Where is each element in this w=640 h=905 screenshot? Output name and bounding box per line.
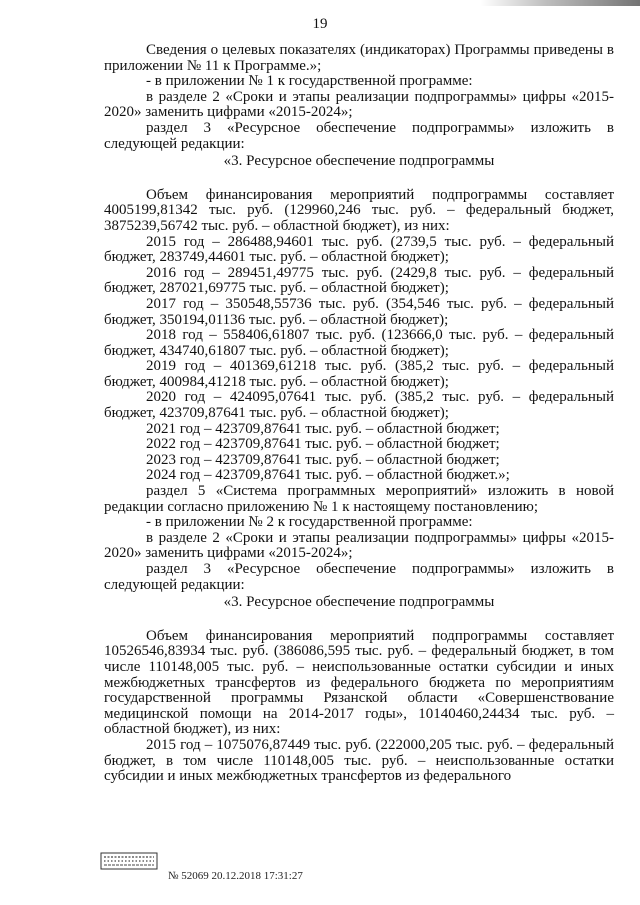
- paragraph: Сведения о целевых показателях (индикаторах) Программы приведены в приложении № 11 к Программе.»;: [104, 42, 614, 74]
- paragraph: раздел 3 «Ресурсное обеспечение подпрограммы» изложить в следующей редакции:: [104, 119, 614, 152]
- paragraph: 2017 год – 350548,55736 тыс. руб. (354,546 тыс. руб. – федеральный бюджет, 350194,01136 тыс. руб. – областной бюджет);: [104, 295, 614, 328]
- section-heading: «3. Ресурсное обеспечение подпрограммы: [223, 594, 495, 611]
- scan-edge-shadow: [480, 0, 640, 6]
- paragraph: раздел 3 «Ресурсное обеспечение подпрограммы» изложить в следующей редакции:: [104, 561, 614, 593]
- footer-document-id: № 52069 20.12.2018 17:31:27: [168, 870, 303, 882]
- paragraph: 2015 год – 1075076,87449 тыс. руб. (222000,205 тыс. руб. – федеральный бюджет, в том числе 110148,005 тыс. руб. – неиспользованные остатки субсидии и иных межбюджетных трансфертов из федерального: [104, 736, 614, 785]
- paragraph: - в приложении № 2 к государственной программе:: [146, 514, 473, 531]
- paragraph: 2015 год – 286488,94601 тыс. руб. (2739,5 тыс. руб. – федеральный бюджет, 283749,44601 тыс. руб. – областной бюджет);: [104, 233, 614, 266]
- government-seal-stamp-icon: [100, 852, 158, 870]
- paragraph: 2019 год – 401369,61218 тыс. руб. (385,2 тыс. руб. – федеральный бюджет, 400984,41218 тыс. руб. – областной бюджет);: [104, 358, 614, 390]
- paragraph: Объем финансирования мероприятий подпрограммы составляет 4005199,81342 тыс. руб. (129960,246 тыс. руб. – федеральный бюджет, 3875239,56742 тыс. руб. – областной бюджет), из них:: [104, 186, 614, 234]
- section-heading: «3. Ресурсное обеспечение подпрограммы: [223, 153, 495, 170]
- paragraph: 2023 год – 423709,87641 тыс. руб. – областной бюджет;: [146, 451, 500, 468]
- paragraph: 2016 год – 289451,49775 тыс. руб. (2429,8 тыс. руб. – федеральный бюджет, 287021,69775 тыс. руб. – областной бюджет);: [104, 264, 614, 297]
- paragraph: 2018 год – 558406,61807 тыс. руб. (123666,0 тыс. руб. – федеральный бюджет, 434740,61807 тыс. руб. – областной бюджет);: [104, 327, 614, 359]
- paragraph: 2020 год – 424095,07641 тыс. руб. (385,2 тыс. руб. – федеральный бюджет, 423709,87641 тыс. руб. – областной бюджет);: [104, 389, 614, 422]
- paragraph: в разделе 2 «Сроки и этапы реализации подпрограммы» цифры «2015-2020» заменить цифрами «2015-2024»;: [104, 88, 614, 121]
- paragraph: раздел 5 «Система программных мероприятий» изложить в новой редакции согласно приложению № 1 к настоящему постановлению;: [104, 483, 614, 515]
- paragraph: Объем финансирования мероприятий подпрограммы составляет 10526546,83934 тыс. руб. (386086,595 тыс. руб. – федеральный бюджет, в том числе 110148,005 тыс. руб. – неиспользованные остатки субсидии и иных межбюджетных трансфертов из федерального бюджета по мероприятиям государственной программы Рязанской области «Совершенствование медицинской помощи на 2014-2017 годы», 10140460,24434 тыс. руб. – областной бюджет), из них:: [104, 627, 614, 738]
- paragraph: 2024 год – 423709,87641 тыс. руб. – областной бюджет.»;: [146, 467, 510, 484]
- document-body: [104, 43, 614, 785]
- page-number: 19: [312, 16, 328, 32]
- paragraph: 2021 год – 423709,87641 тыс. руб. – областной бюджет;: [146, 420, 500, 437]
- paragraph: 2022 год – 423709,87641 тыс. руб. – областной бюджет;: [146, 436, 500, 453]
- paragraph: - в приложении № 1 к государственной программе:: [146, 73, 473, 90]
- paragraph: в разделе 2 «Сроки и этапы реализации подпрограммы» цифры «2015-2020» заменить цифрами «2015-2024»;: [104, 529, 614, 562]
